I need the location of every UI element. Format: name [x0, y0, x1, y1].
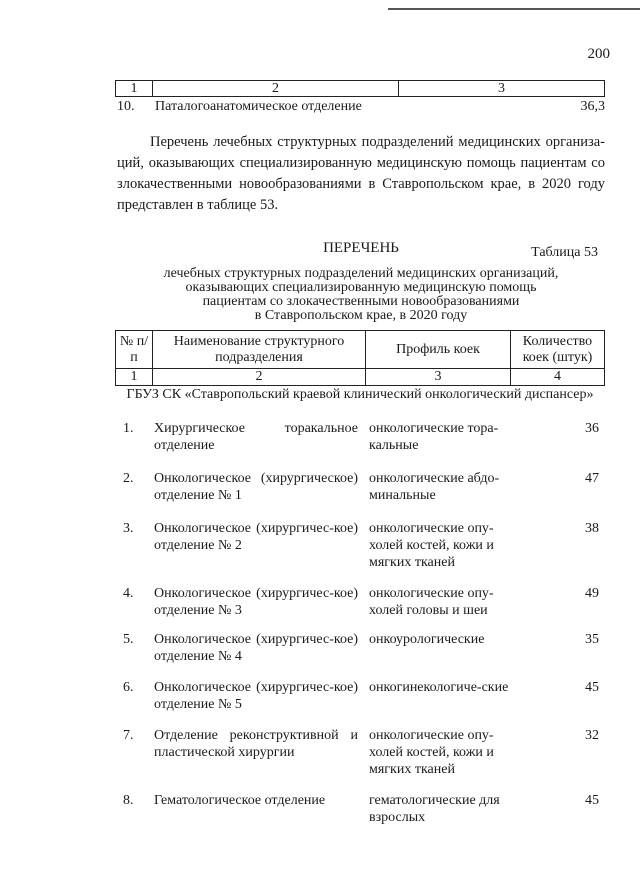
unit-name: Гематологическое отделение — [154, 793, 326, 808]
bed-count: 47 — [585, 471, 599, 486]
unit-name: Онкологическое (хирургичес-кое) отделение № 4 — [154, 632, 358, 664]
col-number-4: 4 — [511, 369, 605, 386]
bed-profile: онкологические опу-холей головы и шеи — [369, 586, 494, 618]
row-number: 8. — [123, 793, 134, 808]
bed-profile: онкологические опу-холей костей, кожи и мягких тканей — [369, 728, 494, 777]
unit-name: Онкологическое (хирургичес-кое) отделение № 3 — [154, 586, 358, 618]
subtitle-line: пациентам со злокачественными новообразованиями — [202, 294, 520, 309]
bed-count: 45 — [585, 680, 599, 695]
header-bed-profile: Профиль коек — [366, 331, 511, 369]
unit-name: Отделение реконструктивной и пластической хирургии — [154, 728, 358, 760]
row-number: 3. — [123, 521, 134, 536]
bed-profile: онкологические опу-холей костей, кожи и мягких тканей — [369, 521, 494, 570]
bed-count: 38 — [585, 521, 599, 536]
intro-paragraph: Перечень лечебных структурных подразделений медицинских организа-ций, оказывающих специализированную медицинскую помощь пациентам со злокачественными новообразованиями в Ставропольском крае, в 2020 году представлен в таблице 53. — [117, 134, 605, 213]
col-number-1: 1 — [116, 369, 153, 386]
header-unit-name: Наименование структурного подразделения — [153, 331, 366, 369]
page-number: 200 — [587, 46, 610, 62]
subtitle-line: оказывающих специализированную медицинскую помощь — [185, 280, 537, 295]
unit-name: Онкологическое (хирургичес-кое) отделение № 2 — [154, 521, 358, 553]
list-title: ПЕРЕЧЕНЬ — [323, 240, 399, 256]
row-number: 5. — [123, 632, 134, 647]
beds-table-header — [115, 330, 605, 386]
continued-table-header — [115, 80, 605, 97]
row-number: 6. — [123, 680, 134, 695]
row-number: 10. — [117, 99, 135, 114]
bed-count: 32 — [585, 728, 599, 743]
bed-count: 35 — [585, 632, 599, 647]
bed-profile: онкологические абдо-минальные — [369, 471, 500, 503]
list-subtitle — [117, 267, 605, 323]
header-bed-count: Количество коек (штук) — [511, 331, 605, 369]
top-rule — [388, 8, 640, 10]
header-col-2: 2 — [153, 81, 399, 97]
header-col-3: 3 — [399, 81, 605, 97]
bed-count: 45 — [585, 793, 599, 808]
row-number: 2. — [123, 471, 134, 486]
row-number: 4. — [123, 586, 134, 601]
bed-profile: онкоурологические — [369, 632, 485, 647]
unit-name: Онкологическое (хирургичес-кое) отделение № 5 — [154, 680, 358, 712]
row-number: 1. — [123, 421, 134, 436]
bed-count: 49 — [585, 586, 599, 601]
row-number: 7. — [123, 728, 134, 743]
col-number-3: 3 — [366, 369, 511, 386]
table-label: Таблица 53 — [531, 245, 598, 260]
header-col-1: 1 — [116, 81, 153, 97]
bed-profile: онкогинекологиче-ские — [369, 680, 509, 695]
organization-name: ГБУЗ СК «Ставропольский краевой клинический онкологический диспансер» — [126, 387, 594, 402]
bed-count: 36 — [585, 421, 599, 436]
unit-name: Хирургическое торакальное отделение — [154, 421, 358, 453]
row-value: 36,3 — [580, 99, 605, 114]
header-number: № п/п — [116, 331, 153, 369]
subtitle-line: лечебных структурных подразделений медицинских организаций, — [163, 266, 559, 281]
col-number-2: 2 — [153, 369, 366, 386]
bed-profile: онкологические тора-кальные — [369, 421, 499, 453]
unit-name: Онкологическое (хирургическое) отделение № 1 — [154, 471, 358, 503]
bed-profile: гематологические для взрослых — [369, 793, 500, 825]
continued-table-row — [117, 98, 605, 115]
subtitle-line: в Ставропольском крае, в 2020 году — [254, 308, 468, 323]
row-name: Паталогоанатомическое отделение — [155, 99, 362, 114]
